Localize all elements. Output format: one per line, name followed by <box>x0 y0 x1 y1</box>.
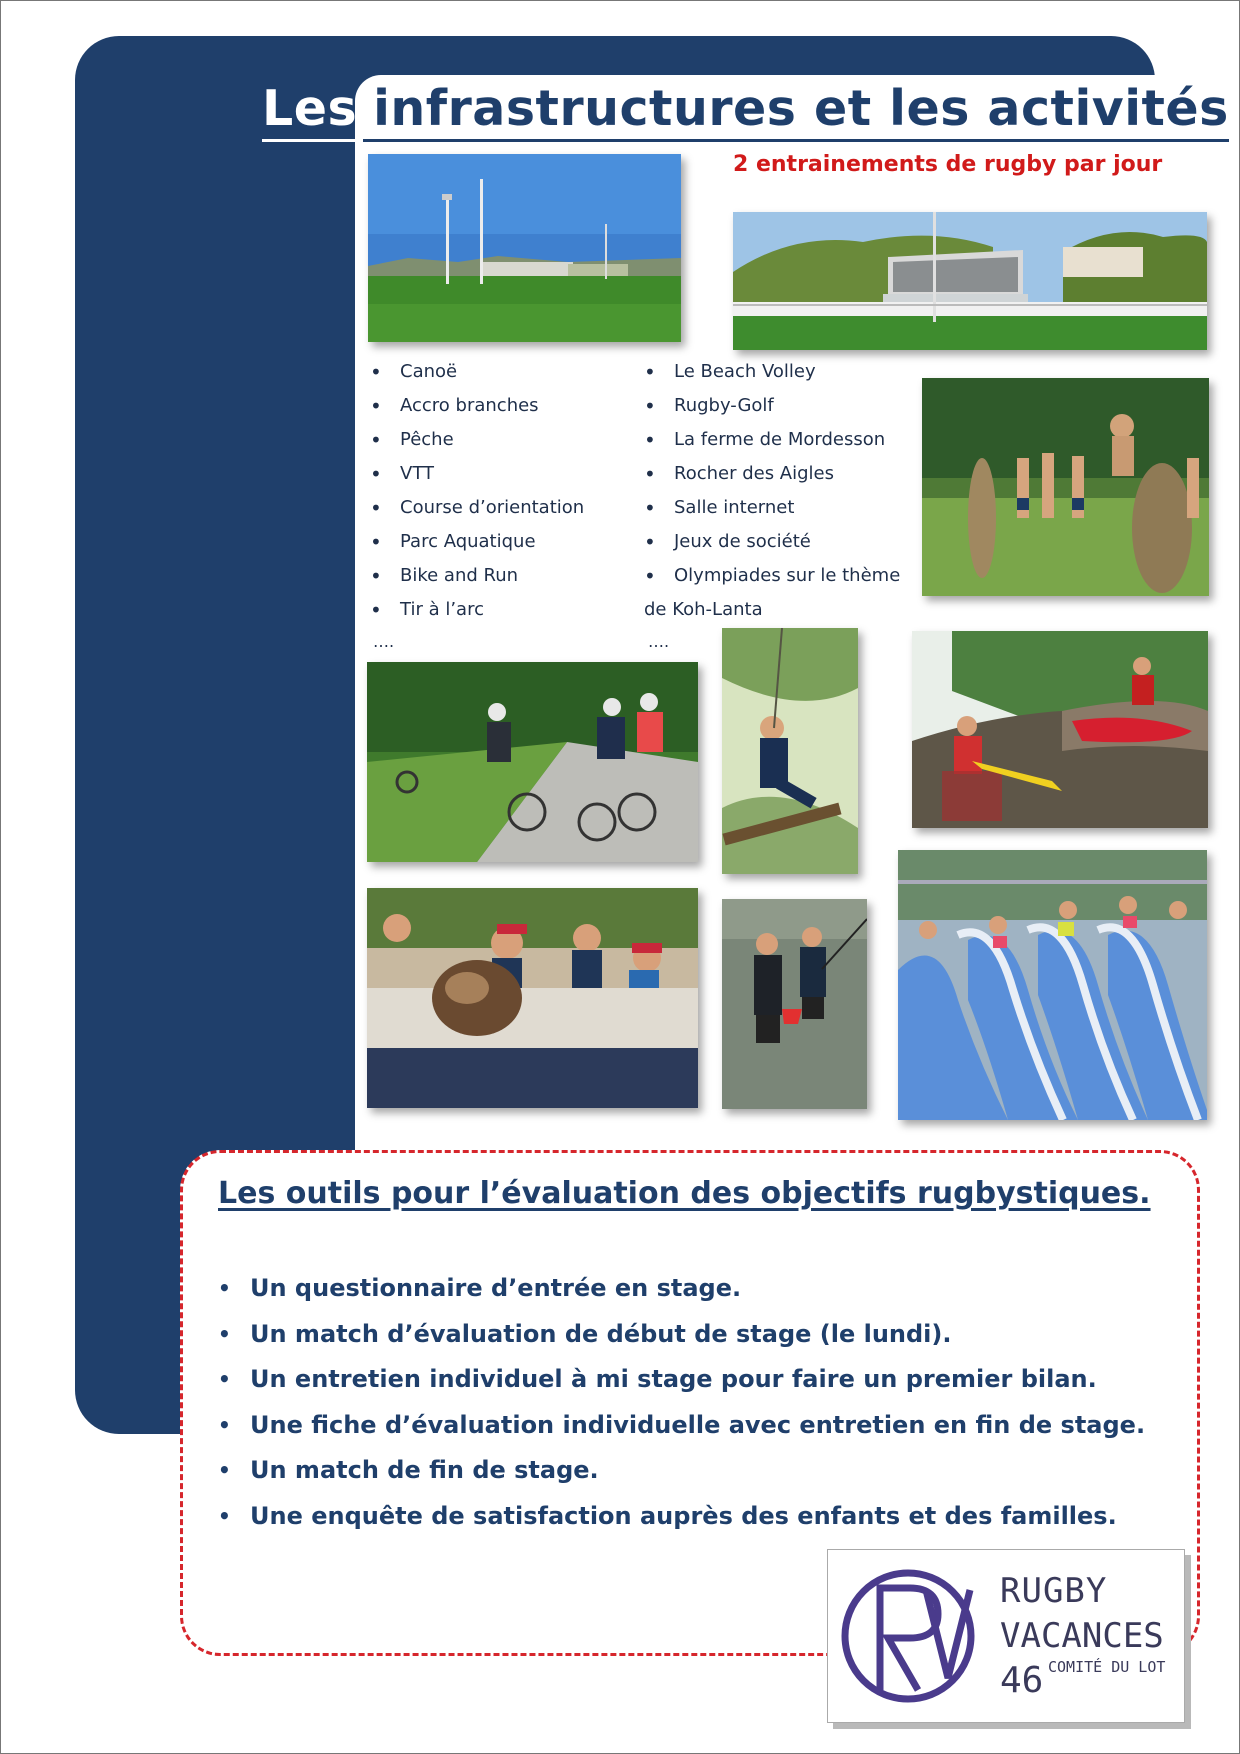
bullet-icon: • <box>218 1367 231 1391</box>
sack-race-photo <box>922 378 1209 596</box>
evaluation-title: Les outils pour l’évaluation des objectifs rugbystiques. <box>218 1176 1151 1211</box>
list-item-continuation <box>644 593 900 627</box>
list-item <box>370 389 584 423</box>
rugby-field-photo <box>368 154 681 342</box>
bullet-icon: • <box>218 1412 231 1437</box>
bullet-icon: • <box>370 496 382 520</box>
activity-label: Jeux de société <box>674 531 811 552</box>
evaluation-item: Une fiche d’évaluation individuelle avec entretien en fin de stage. <box>250 1410 1146 1439</box>
bullet-icon: • <box>644 462 656 486</box>
tree-climbing-photo <box>722 628 858 874</box>
activity-label: La ferme de Mordesson <box>674 429 886 450</box>
list-item <box>218 1266 1145 1312</box>
list-item <box>370 525 584 559</box>
canoe-photo <box>912 631 1208 828</box>
activity-label: Salle internet <box>674 497 795 518</box>
activity-label: Pêche <box>400 429 454 450</box>
activities-list-left <box>370 355 584 627</box>
list-item <box>644 389 900 423</box>
bullet-icon: • <box>644 394 656 418</box>
bullet-icon: • <box>218 1276 231 1300</box>
cycling-photo <box>367 662 698 862</box>
list-item <box>370 559 584 593</box>
evaluation-item: Un match d’évaluation de début de stage (le lundi). <box>250 1319 952 1348</box>
list-item <box>370 457 584 491</box>
activity-label: de Koh-Lanta <box>644 599 763 620</box>
list-item <box>644 423 900 457</box>
activity-label: Le Beach Volley <box>674 361 816 382</box>
list-item <box>644 355 900 389</box>
logo-comite-text: COMITÉ DU LOT <box>1048 1658 1166 1676</box>
bullet-icon: • <box>644 360 656 384</box>
rugby-vacances-logo <box>827 1549 1185 1723</box>
title-rest: infrastructures et les activités <box>363 79 1229 142</box>
list-item <box>644 457 900 491</box>
title-word-les: Les <box>262 79 363 142</box>
fishing-photo <box>722 899 867 1109</box>
activities-right-more: …. <box>648 632 670 651</box>
stadium-stands-photo <box>733 212 1207 350</box>
bullet-icon: • <box>218 1503 231 1528</box>
list-item <box>644 525 900 559</box>
bullet-icon: • <box>370 462 382 486</box>
activities-list-right <box>644 355 900 627</box>
activity-label: Rugby-Golf <box>674 395 774 416</box>
list-item <box>218 1357 1145 1403</box>
bullet-icon: • <box>370 564 382 588</box>
list-item <box>218 1403 1145 1449</box>
bullet-icon: • <box>370 360 382 384</box>
activities-left-more: …. <box>373 632 395 651</box>
evaluation-item: Un entretien individuel à mi stage pour faire un premier bilan. <box>250 1365 1097 1393</box>
list-item <box>370 593 584 627</box>
evaluation-item: Un questionnaire d’entrée en stage. <box>250 1274 742 1302</box>
activity-label: Accro branches <box>400 395 539 416</box>
bullet-icon: • <box>644 564 656 588</box>
activity-label: Olympiades sur le thème <box>674 565 901 586</box>
page-title <box>262 74 1229 142</box>
list-item <box>218 1494 1145 1540</box>
activity-label: Parc Aquatique <box>400 531 536 552</box>
list-item <box>644 559 900 593</box>
bullet-icon: • <box>644 428 656 452</box>
bullet-icon: • <box>644 496 656 520</box>
bullet-icon: • <box>644 530 656 554</box>
bullet-icon: • <box>218 1321 231 1346</box>
list-item <box>644 491 900 525</box>
list-item <box>370 355 584 389</box>
activity-label: Rocher des Aigles <box>674 463 835 484</box>
activity-label: VTT <box>400 463 434 484</box>
logo-vacances-text: VACANCES <box>1000 1616 1164 1656</box>
list-item <box>370 491 584 525</box>
list-item <box>218 1448 1145 1494</box>
evaluation-item: Un match de fin de stage. <box>250 1456 599 1484</box>
activity-label: Bike and Run <box>400 565 519 586</box>
evaluation-list <box>218 1266 1145 1539</box>
logo-46-text: 46 <box>1000 1660 1044 1701</box>
activity-label: Course d’orientation <box>400 497 585 518</box>
vulture-show-photo <box>367 888 698 1108</box>
bullet-icon: • <box>370 598 382 622</box>
activity-label: Canoë <box>400 361 458 382</box>
bullet-icon: • <box>370 394 382 418</box>
logo-rugby-text: RUGBY <box>1000 1571 1108 1611</box>
list-item <box>218 1312 1145 1358</box>
rugby-training-subtitle: 2 entrainements de rugby par jour <box>733 152 1163 177</box>
list-item <box>370 423 584 457</box>
bullet-icon: • <box>370 530 382 554</box>
evaluation-item: Une enquête de satisfaction auprès des enfants et des familles. <box>250 1501 1117 1530</box>
bullet-icon: • <box>370 428 382 452</box>
activity-label: Tir à l’arc <box>400 599 484 620</box>
water-slides-photo <box>898 850 1207 1120</box>
bullet-icon: • <box>218 1458 231 1482</box>
